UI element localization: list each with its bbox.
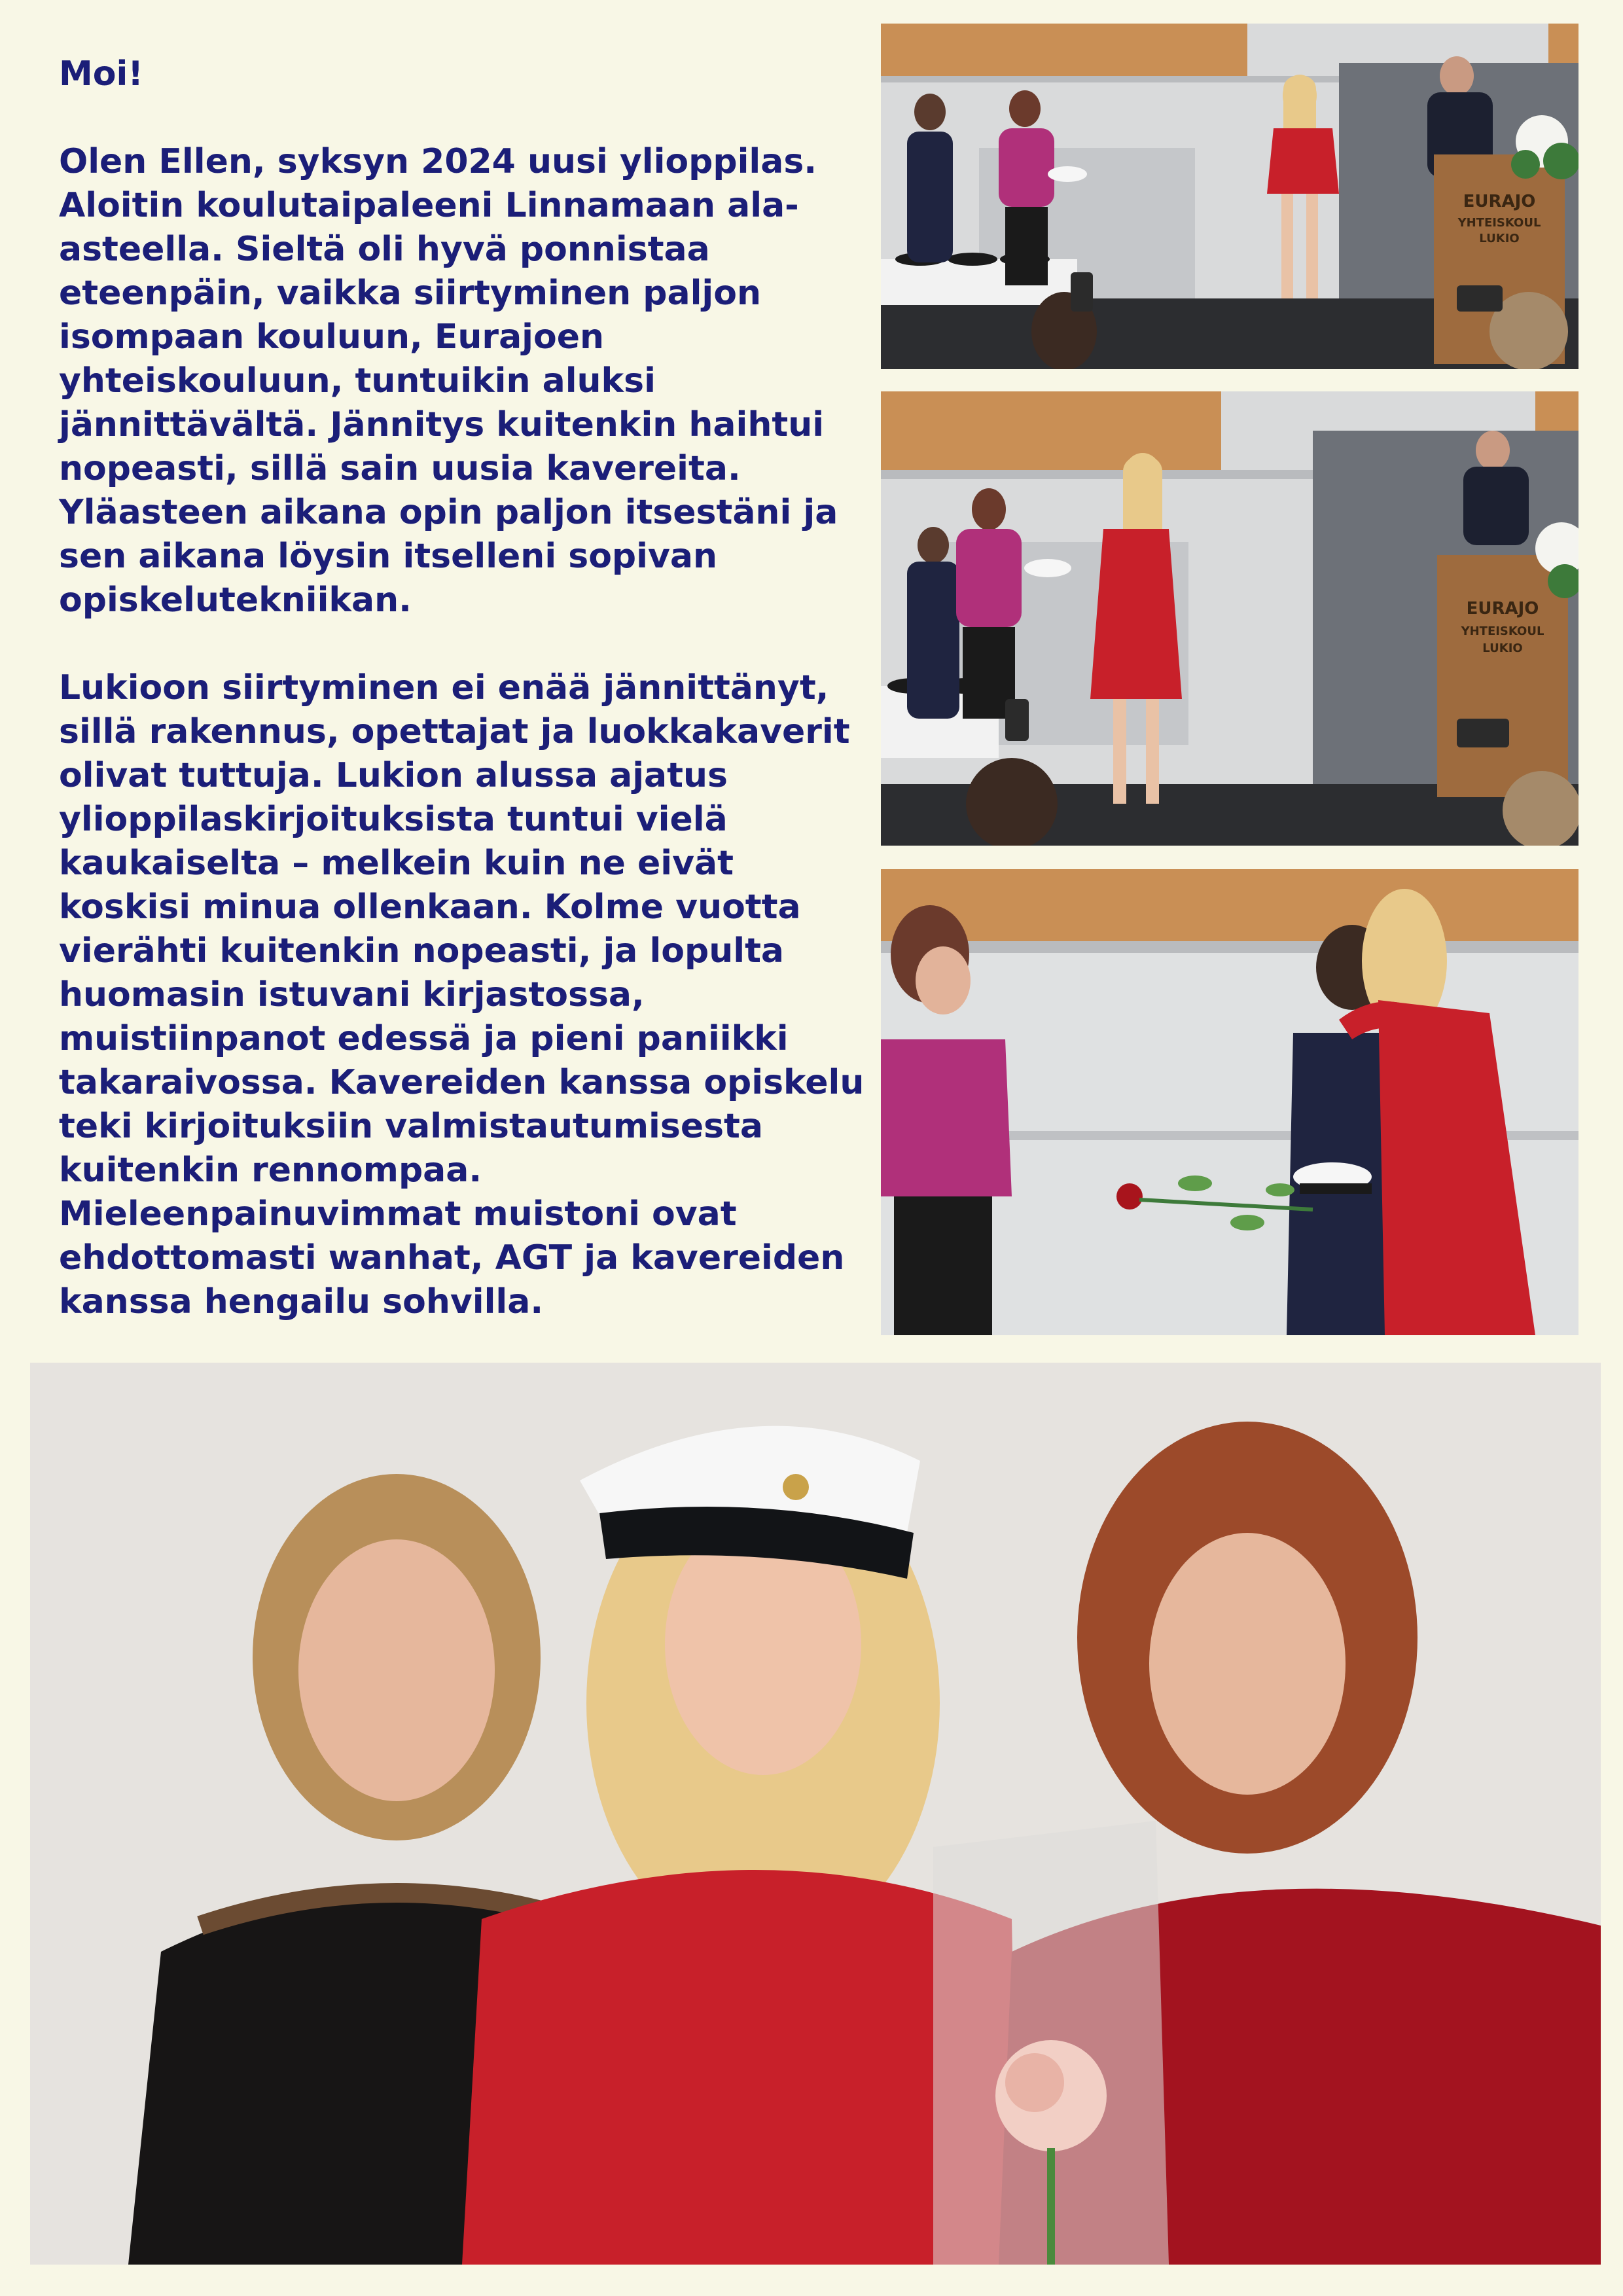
photo-family-portrait <box>30 1363 1601 2265</box>
paragraph-1: Olen Ellen, syksyn 2024 uusi ylioppilas. Aloitin koulutaipaleeni Linnamaan ala-asteella. Sieltä oli hyvä ponnistaa eteenpäin, vaikka siirtyminen paljon isompaan kouluun, Eurajoen yhteiskouluun, tuntuikin aluksi jännittävältä. Jännitys kuitenkin haihtui nopeasti, sillä sain uusia kavereita. Yläasteen aikana opin paljon itsestäni ja sen aikana löysin itselleni sopivan opiskelutekniikan. <box>59 142 838 620</box>
lectern-text-1: EURAJO <box>1463 192 1536 211</box>
greeting: Moi! <box>59 54 144 94</box>
lectern-text-2b: YHTEISKOUL <box>1461 624 1544 638</box>
photo-graduation-ceremony-1 <box>881 24 1578 369</box>
lectern-text-1b: EURAJO <box>1466 599 1539 619</box>
article-text <box>59 52 870 1368</box>
paragraph-2: Lukioon siirtyminen ei enää jännittänyt, sillä rakennus, opettajat ja luokkakaverit olivat tuttuja. Lukion alussa ajatus ylioppilaskirjoituksista tuntui vielä kaukaiselta – melkein kuin ne eivät koskisi minua ollenkaan. Kolme vuotta vierähti kuitenkin nopeasti, ja lopulta huomasin istuvani kirjastossa, muistiinpanot edessä ja pieni paniikki takaraivossa. Kavereiden kanssa opiskelu teki kirjoituksiin valmistautumisesta kuitenkin rennompaa. Mieleenpainuvimmat muistoni ovat ehdottomasti wanhat, AGT ja kavereiden kanssa hengailu sohvilla. <box>59 668 865 1321</box>
lectern-text-3: LUKIO <box>1479 232 1520 245</box>
lectern-text-2: YHTEISKOUL <box>1457 216 1541 230</box>
photo-graduation-ceremony-2 <box>881 391 1578 846</box>
photo-graduation-hug <box>881 869 1578 1335</box>
lectern-text-3b: LUKIO <box>1482 641 1523 655</box>
